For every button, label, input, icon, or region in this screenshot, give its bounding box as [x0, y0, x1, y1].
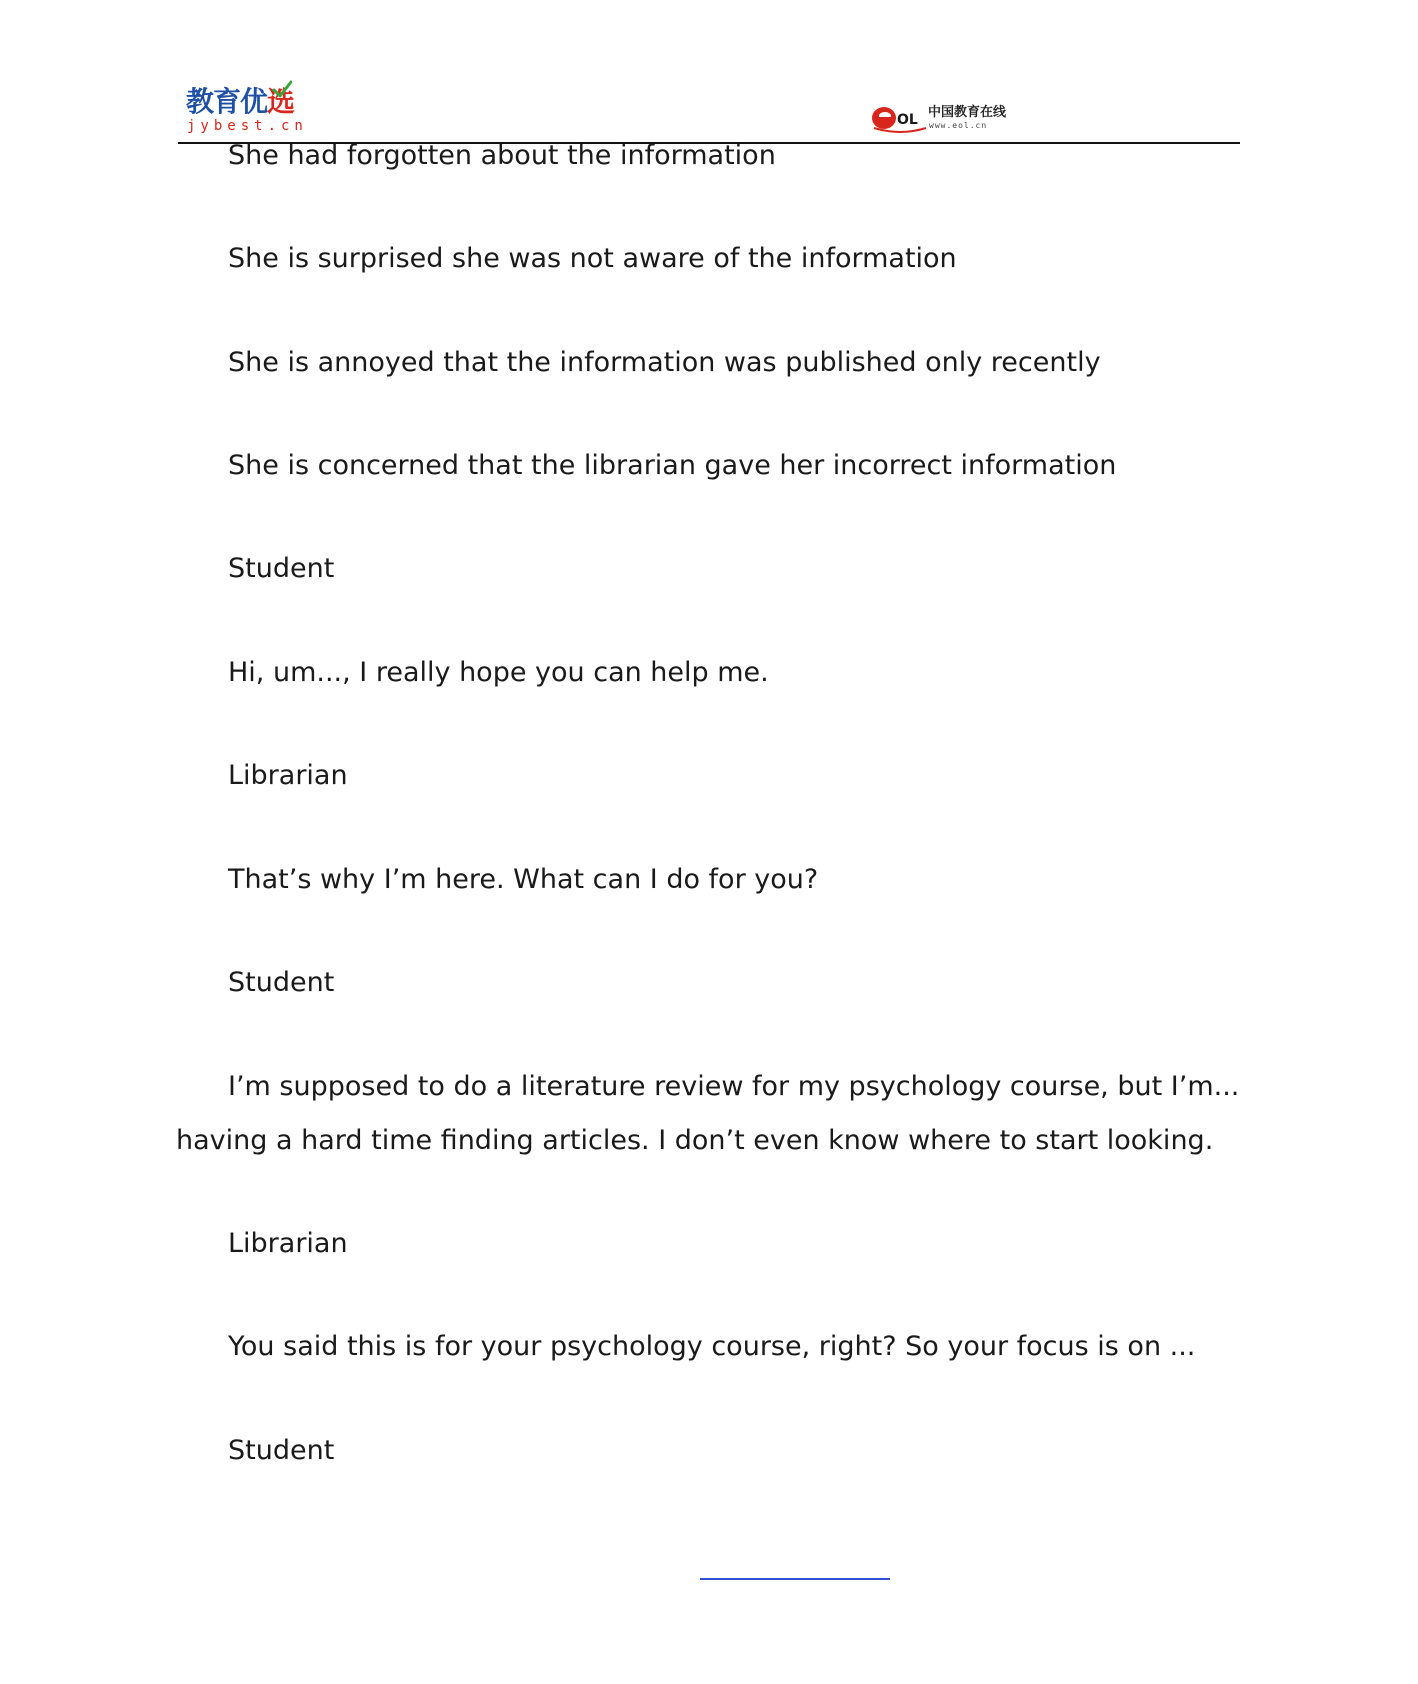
- speaker-label: Student: [228, 967, 335, 998]
- jybest-logo-text-red: 选: [267, 85, 295, 118]
- svg-text:OL: OL: [897, 112, 918, 128]
- page-header: [178, 78, 1240, 144]
- speaker-label: Librarian: [228, 760, 348, 791]
- answer-option: She is concerned that the librarian gave her incorrect information: [228, 450, 1117, 481]
- dialogue-line: having a hard time finding articles. I don’t even know where to start looking.: [176, 1125, 1214, 1156]
- jybest-logo-text-blue: 教育优: [186, 85, 268, 118]
- dialogue-line: Hi, um..., I really hope you can help me.: [228, 657, 769, 688]
- speaker-label: Librarian: [228, 1228, 348, 1259]
- jybest-logo-url: jybest.cn: [187, 118, 308, 134]
- answer-option: She is surprised she was not aware of the information: [228, 243, 957, 274]
- eol-logo-url: www.eol.cn: [929, 121, 988, 130]
- eol-logo-text: 中国教育在线: [928, 105, 1007, 120]
- footer-link-underline[interactable]: [700, 1578, 890, 1580]
- answer-option: She is annoyed that the information was published only recently: [228, 347, 1101, 378]
- answer-option: She had forgotten about the information: [228, 140, 776, 171]
- speaker-label: Student: [228, 1435, 335, 1466]
- dialogue-line: You said this is for your psychology course, right? So your focus is on ...: [228, 1331, 1196, 1362]
- dialogue-line: I’m supposed to do a literature review for my psychology course, but I’m...: [228, 1071, 1240, 1102]
- dialogue-line: That’s why I’m here. What can I do for you?: [228, 864, 819, 895]
- checkmark-icon: [272, 80, 292, 98]
- eol-logo[interactable]: [870, 102, 1020, 138]
- speaker-label: Student: [228, 553, 335, 584]
- eol-logo-icon: [870, 102, 930, 138]
- jybest-logo[interactable]: [186, 86, 314, 134]
